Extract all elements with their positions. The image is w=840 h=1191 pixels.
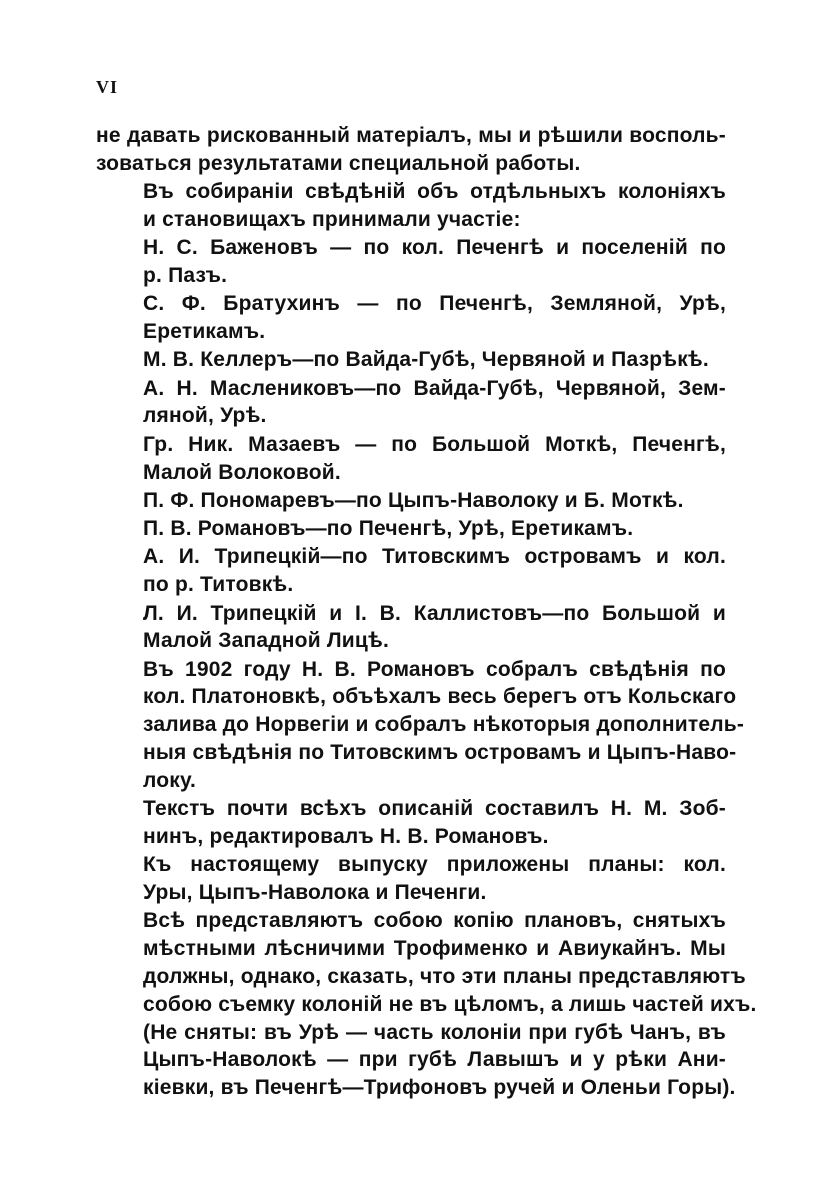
paragraph [96,122,726,178]
paragraph [96,431,726,487]
text-line: Текстъ почти всѣхъ описаній составилъ Н. М. Зоб- [143,797,726,821]
text-line: Малой Волоковой. [143,460,341,484]
paragraph [96,178,726,234]
text-line: А. И. Трипецкій—по Титовскимъ островамъ и кол. [143,545,726,569]
paragraph [96,543,726,599]
text-line: Уры, Цыпъ-Наволока и Печенги. [143,881,487,905]
text-line: П. В. Романовъ—по Печенгѣ, Урѣ, Еретикамъ. [143,517,634,541]
text-line: Гр. Ник. Мазаевъ — по Большой Моткѣ, Печенгѣ, [143,432,726,456]
text-line: ныя свѣдѣнія по Титовскимъ островамъ и Цыпъ-Наво- [143,741,737,765]
text-line: М. В. Келлеръ—по Вайда-Губѣ, Червяной и Пазрѣкѣ. [143,348,709,372]
text-line: С. Ф. Братухинъ — по Печенгѣ, Земляной, Урѣ, [143,292,726,316]
text-line: Въ собираніи свѣдѣній объ отдѣльныхъ колоніяхъ [143,180,726,204]
text-line: Еретикамъ. [143,320,266,344]
text-line: нинъ, редактировалъ Н. В. Романовъ. [143,824,549,848]
paragraph [96,656,745,795]
text-line: Цыпъ-Наволокѣ — при губѣ Лавышъ и у рѣки Ани- [143,1048,726,1072]
text-line: локу. [143,768,197,792]
text-line: Къ настоящему выпуску приложены планы: кол. [143,853,726,877]
paragraph [96,851,726,907]
text-line: Л. И. Трипецкій и І. В. Каллистовъ—по Большой и [143,601,726,625]
paragraph [96,375,726,431]
paragraph [96,487,726,515]
text-line: кол. Платоновкѣ, объѣхалъ весь берегъ отъ Кольскаго [143,685,737,709]
paragraph [96,795,726,851]
paragraph [96,346,726,374]
book-page [96,74,757,1102]
text-line: (Не сняты: въ Урѣ — часть колоніи при губѣ Чанъ, въ [143,1020,726,1044]
text-line: залива до Норвегіи и собралъ нѣкоторыя дополнитель- [143,713,745,737]
text-line: Всѣ представляютъ собою копію плановъ, снятыхъ [143,909,726,933]
paragraph [96,515,726,543]
text-line: должны, однако, сказать, что эти планы представляютъ [143,964,746,988]
text-line: П. Ф. Пономаревъ—по Цыпъ-Наволоку и Б. Моткѣ. [143,488,684,512]
text-line: не давать рискованный матеріалъ, мы и рѣшили восполь- [96,124,726,147]
text-line: р. Пазъ. [143,263,228,287]
paragraph [96,907,757,1102]
text-line: А. Н. Маслениковъ—по Вайда-Губѣ, Червяной, Зем- [143,376,726,400]
page-number: VI [96,77,119,97]
text-line: кіевки, въ Печенгѣ—Трифоновъ ручей и Оленьи Горы). [143,1076,736,1100]
text-line: Н. С. Баженовъ — по кол. Печенгѣ и поселеній по [143,236,726,260]
text-line: по р. Титовкѣ. [143,573,294,597]
paragraph [96,290,726,346]
text-line: и становищахъ принимали участіе: [143,207,521,231]
paragraph [96,234,726,290]
text-line: мѣстными лѣсничими Трофименко и Авиукайнъ. Мы [143,937,726,961]
text-line: Малой Западной Лицѣ. [143,629,389,653]
text-line: зоваться результатами специальной работы. [96,151,581,175]
body-text [96,122,757,1102]
text-line: Въ 1902 году Н. В. Романовъ собралъ свѣдѣнія по [143,657,726,681]
text-line: ляной, Урѣ. [143,404,267,428]
text-line: собою съемку колоній не въ цѣломъ, а лишь частей ихъ. [143,992,757,1016]
paragraph [96,600,726,656]
